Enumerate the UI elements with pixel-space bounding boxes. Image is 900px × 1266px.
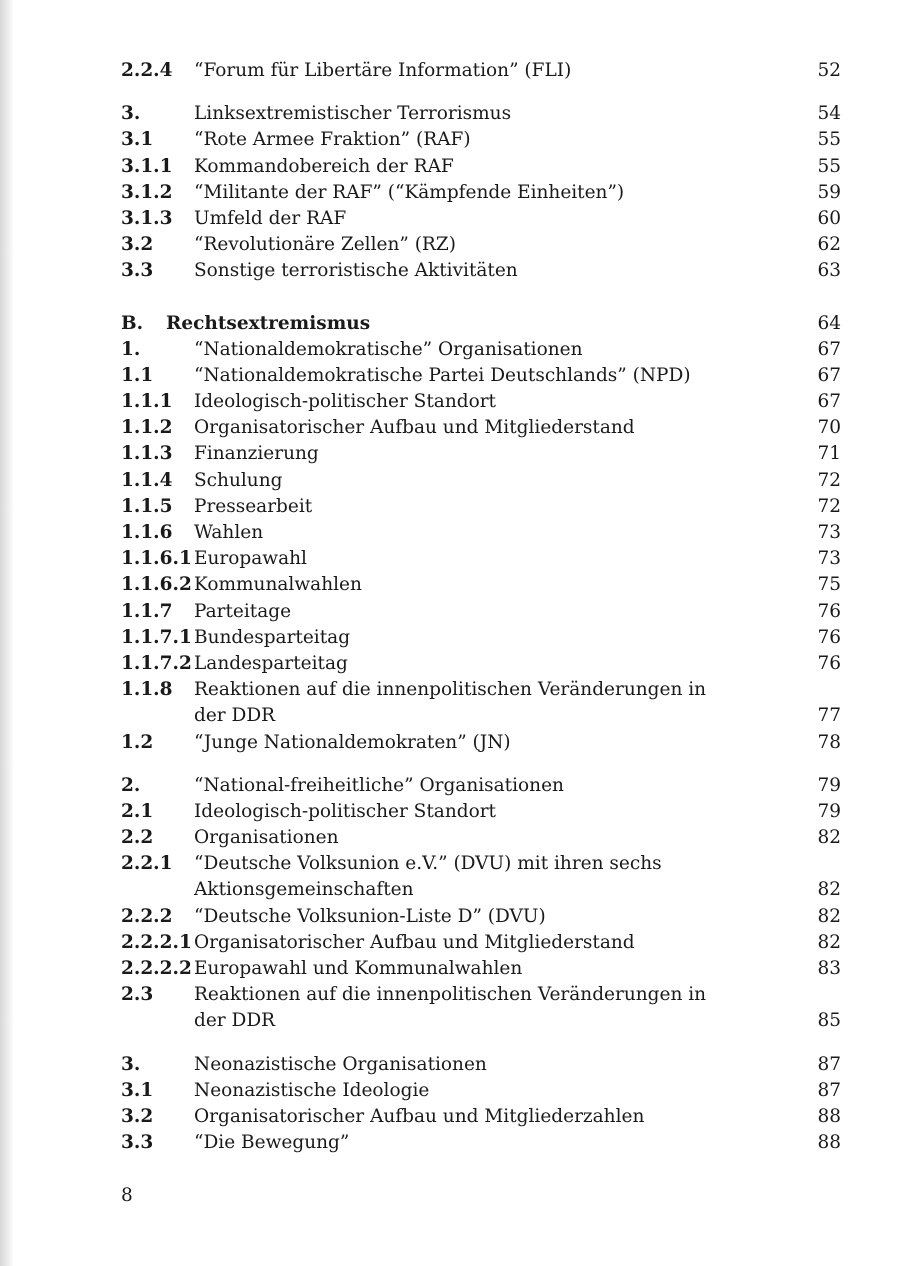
toc-entry-title: “Deutsche Volksunion-Liste D” (DVU) <box>194 905 546 927</box>
toc-entry-title: “Militante der RAF” (“Kämpfende Einheiten”) <box>194 181 625 203</box>
toc-entry-page: 71 <box>817 443 841 465</box>
toc-entry <box>121 677 841 729</box>
toc-entry-title: Ideologisch-politischer Standort <box>194 800 496 822</box>
toc-entry-page: 72 <box>817 469 841 491</box>
toc-entry-title: Umfeld der RAF <box>194 207 347 229</box>
toc-entry-title: Parteitage <box>194 600 292 622</box>
toc-entry-page: 76 <box>817 626 841 648</box>
toc-entry-number: 3.3 <box>121 1132 154 1154</box>
toc-entry-title: Organisatorischer Aufbau und Mitgliederstand <box>194 417 635 439</box>
toc-entry-title: Wahlen <box>194 522 264 543</box>
toc-entry-title: “Nationaldemokratische” Organisationen <box>194 338 583 360</box>
toc-entry-title: Organisatorischer Aufbau und Mitgliederzahlen <box>194 1105 645 1127</box>
toc-entry <box>121 154 841 180</box>
toc-entry-page: 76 <box>817 600 841 622</box>
toc-entry-number: 1.1.3 <box>121 443 173 465</box>
toc-entry-number: 1.1.7.1 <box>121 626 192 648</box>
toc-entry-number: 2.2.1 <box>121 853 173 875</box>
toc-entry-page: 88 <box>817 1132 841 1154</box>
toc-entry-page: 63 <box>817 260 841 282</box>
page-spine-shadow <box>0 0 14 1266</box>
toc-entry-page: 64 <box>817 312 841 334</box>
toc-entry-title: Sonstige terroristische Aktivitäten <box>194 260 518 282</box>
toc-entry-number: 1. <box>121 338 141 360</box>
toc-entry-title: Bundesparteitag <box>194 626 351 648</box>
toc-entry-number: 3. <box>121 1053 141 1075</box>
toc-entry-number: 2. <box>121 774 141 796</box>
toc-section-heading <box>121 311 841 337</box>
toc-entry-number: 1.1.5 <box>121 495 173 517</box>
toc-entry-title: Schulung <box>194 469 283 491</box>
toc-entry-page: 79 <box>817 774 841 796</box>
toc-entry <box>121 773 841 799</box>
toc-entry-number: 2.2.2 <box>121 905 173 927</box>
toc-entry <box>121 1104 841 1130</box>
toc-entry <box>121 180 841 206</box>
toc-entry-title: Organisationen <box>194 827 339 849</box>
toc-entry <box>121 1130 841 1156</box>
toc-entry-page: 72 <box>817 495 841 517</box>
toc-entry-title: “Nationaldemokratische Partei Deutschlands” (NPD) <box>194 364 691 386</box>
toc-entry-title: Landesparteitag <box>194 652 348 674</box>
toc-entry-page: 77 <box>817 705 841 727</box>
toc-entry <box>121 799 841 825</box>
toc-entry-number: 1.1.4 <box>121 469 173 491</box>
toc-entry-number: 2.2 <box>121 827 154 849</box>
toc-entry-number: 3.2 <box>121 234 154 256</box>
toc-entry-page: 82 <box>817 905 841 927</box>
toc-entry-number: 1.2 <box>121 731 154 753</box>
toc-entry <box>121 58 841 84</box>
toc-entry-title: Reaktionen auf die innenpolitischen Veränderungen in der DDR <box>194 984 707 1032</box>
toc-entry-page: 82 <box>817 827 841 849</box>
toc-entry <box>121 651 841 677</box>
toc-entry-page: 75 <box>817 574 841 596</box>
toc-entry-number: 2.2.2.2 <box>121 958 192 980</box>
toc-entry-title: Reaktionen auf die innenpolitischen Veränderungen in der DDR <box>194 679 707 727</box>
toc-entry-number: 2.3 <box>121 984 154 1006</box>
toc-entry <box>121 599 841 625</box>
toc-entry-title: Pressearbeit <box>194 495 313 517</box>
toc-entry-page: 55 <box>817 129 841 151</box>
toc-entry-title: “Forum für Libertäre Information” (FLI) <box>194 60 572 81</box>
toc-entry-title: Organisatorischer Aufbau und Mitgliederstand <box>194 931 635 953</box>
toc-entry <box>121 1078 841 1104</box>
toc-entry <box>121 572 841 598</box>
toc-entry-page: 67 <box>817 338 841 360</box>
toc-entry-page: 54 <box>817 103 841 125</box>
toc-entry <box>121 904 841 930</box>
toc-entry-number: 1.1.6.2 <box>121 574 192 596</box>
toc-entry-number: 2.2.4 <box>121 60 173 81</box>
toc-entry-number: 2.1 <box>121 800 154 822</box>
toc-entry-title: Finanzierung <box>194 443 319 465</box>
toc-entry-number: 3.2 <box>121 1105 154 1127</box>
toc-entry-title: “Die Bewegung” <box>194 1132 350 1154</box>
toc-entry-page: 87 <box>817 1079 841 1101</box>
toc-group-fli <box>121 58 841 84</box>
toc-entry-page: 83 <box>817 958 841 980</box>
toc-entry-title: Rechtsextremismus <box>166 312 371 334</box>
toc-entry-title: “National-freiheitliche” Organisationen <box>194 774 564 796</box>
toc-entry-number: 1.1.6 <box>121 522 173 543</box>
toc-entry <box>121 389 841 415</box>
toc-group-left-terrorism <box>121 101 841 284</box>
toc-entry-number: 1.1.7 <box>121 600 173 622</box>
toc-entry-page: 78 <box>817 731 841 753</box>
toc-entry-page: 59 <box>817 181 841 203</box>
toc-entry <box>121 337 841 363</box>
toc-entry-page: 76 <box>817 652 841 674</box>
toc-entry <box>121 258 841 284</box>
toc-entry-page: 60 <box>817 207 841 229</box>
toc-entry-title: Linksextremistischer Terrorismus <box>194 103 512 125</box>
toc-entry-number: 3.1 <box>121 1079 154 1101</box>
toc-entry-title: Kommunalwahlen <box>194 574 362 596</box>
toc-entry-page: 82 <box>817 931 841 953</box>
toc-entry-page: 70 <box>817 417 841 439</box>
toc-entry-page: 79 <box>817 800 841 822</box>
toc-entry-number: B. <box>121 312 144 334</box>
toc-entry-title: Ideologisch-politischer Standort <box>194 391 496 413</box>
toc-entry <box>121 851 841 903</box>
table-of-contents <box>121 58 841 1156</box>
toc-entry-title: Europawahl und Kommunalwahlen <box>194 958 523 980</box>
toc-entry <box>121 956 841 982</box>
toc-entry-title: “Revolutionäre Zellen” (RZ) <box>194 234 456 256</box>
toc-group-neonazi <box>121 1052 841 1157</box>
toc-entry <box>121 982 841 1034</box>
toc-entry <box>121 206 841 232</box>
toc-group-dvu <box>121 773 841 1035</box>
toc-entry-title: “Junge Nationaldemokraten” (JN) <box>194 731 511 753</box>
toc-entry <box>121 101 841 127</box>
toc-entry-title: Europawahl <box>194 548 307 570</box>
toc-entry-number: 3.1.3 <box>121 207 173 229</box>
toc-entry <box>121 415 841 441</box>
toc-entry-title: Neonazistische Ideologie <box>194 1079 430 1101</box>
toc-group-npd <box>121 337 841 756</box>
toc-entry-number: 3. <box>121 103 141 125</box>
page-number: 8 <box>121 1185 133 1206</box>
toc-entry-page: 67 <box>817 364 841 386</box>
toc-entry-page: 62 <box>817 234 841 256</box>
toc-entry-page: 82 <box>817 879 841 901</box>
toc-entry <box>121 930 841 956</box>
toc-entry <box>121 825 841 851</box>
toc-entry <box>121 232 841 258</box>
toc-entry-number: 1.1.8 <box>121 679 173 701</box>
toc-entry-title: “Rote Armee Fraktion” (RAF) <box>194 129 471 151</box>
toc-entry-number: 3.3 <box>121 260 154 282</box>
toc-entry-page: 73 <box>817 548 841 570</box>
toc-entry-page: 67 <box>817 391 841 413</box>
toc-entry-title: Kommandobereich der RAF <box>194 155 454 177</box>
toc-entry <box>121 441 841 467</box>
toc-entry-number: 1.1 <box>121 364 154 386</box>
toc-entry-number: 3.1 <box>121 129 154 151</box>
toc-entry-number: 1.1.1 <box>121 391 173 413</box>
toc-entry <box>121 625 841 651</box>
toc-entry-page: 85 <box>817 1010 841 1032</box>
toc-entry-page: 55 <box>817 155 841 177</box>
toc-entry-title: Neonazistische Organisationen <box>194 1053 487 1075</box>
toc-entry <box>121 730 841 756</box>
toc-entry-number: 2.2.2.1 <box>121 931 192 953</box>
toc-entry-title: “Deutsche Volksunion e.V.” (DVU) mit ihren sechs Aktionsgemeinschaften <box>194 853 662 901</box>
toc-entry-number: 1.1.2 <box>121 417 173 439</box>
toc-entry-number: 1.1.7.2 <box>121 652 192 674</box>
toc-entry <box>121 1052 841 1078</box>
toc-entry <box>121 468 841 494</box>
toc-entry-number: 3.1.2 <box>121 181 173 203</box>
toc-entry-page: 73 <box>817 522 841 543</box>
toc-entry-page: 52 <box>817 60 841 81</box>
toc-entry <box>121 546 841 572</box>
toc-entry-number: 1.1.6.1 <box>121 548 192 570</box>
toc-entry-page: 88 <box>817 1105 841 1127</box>
toc-entry-number: 3.1.1 <box>121 155 173 177</box>
toc-entry <box>121 363 841 389</box>
toc-entry <box>121 520 841 546</box>
toc-entry <box>121 494 841 520</box>
toc-entry-page: 87 <box>817 1053 841 1075</box>
toc-entry <box>121 127 841 153</box>
